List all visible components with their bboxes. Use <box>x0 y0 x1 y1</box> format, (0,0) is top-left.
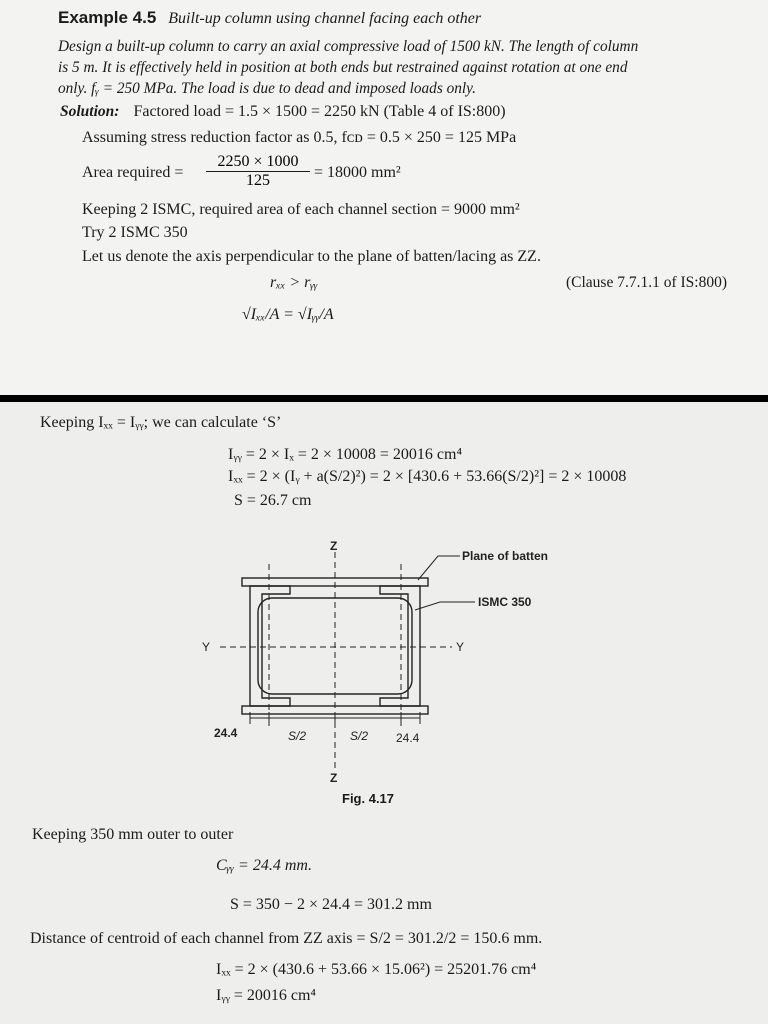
solution-label: Solution: <box>60 103 120 120</box>
s-calc-line: S = 350 − 2 × 24.4 = 301.2 mm <box>230 896 432 913</box>
sqrt-relation: √Iₓₓ/A = √Iᵧᵧ/A <box>242 306 334 323</box>
assume-line: Assuming stress reduction factor as 0.5, fᴄᴅ = 0.5 × 250 = 125 MPa <box>82 129 517 146</box>
example-heading <box>58 8 481 28</box>
right-channel <box>380 586 420 706</box>
equation-izz: Iₓₓ = 2 × (Iᵧ + a(S/2)²) = 2 × [430.6 + 53.66(S/2)²] = 2 × 10008 <box>228 468 627 485</box>
ismc-label: ISMC 350 <box>478 595 532 609</box>
textbook-page-bottom <box>0 402 768 1024</box>
figure-caption: Fig. 4.17 <box>342 791 395 806</box>
plane-of-batten-label: Plane of batten <box>462 549 549 563</box>
dim-s-half-left-label: S/2 <box>288 729 307 743</box>
dim-left-label: 24.4 <box>214 726 238 740</box>
cyy-line: Cᵧᵧ = 24.4 mm. <box>216 857 312 874</box>
distance-line: Distance of centroid of each channel from ZZ axis = S/2 = 301.2/2 = 150.6 mm. <box>30 930 543 947</box>
example-label: Example 4.5 <box>58 8 157 27</box>
z-top-label: Z <box>330 540 338 553</box>
ismc-leader <box>415 602 475 610</box>
area-denominator: 125 <box>246 172 270 189</box>
solution-text: Factored load = 1.5 × 1500 = 2250 kN (Table 4 of IS:800) <box>133 103 506 120</box>
problem-statement <box>58 36 638 99</box>
solution-line <box>60 103 506 121</box>
y-left-label: Y <box>202 640 211 654</box>
equation-s: S = 26.7 cm <box>234 492 312 509</box>
z-bottom-label: Z <box>330 771 338 785</box>
built-up-column-figure <box>190 540 590 810</box>
problem-line: is 5 m. It is effectively held in position at both ends but restrained against rotation at one end <box>58 59 628 76</box>
dim-s-half-right-label: S/2 <box>350 729 369 743</box>
area-result: = 18000 mm² <box>314 164 401 181</box>
iyy-calc-line: Iᵧᵧ = 20016 cm⁴ <box>216 987 316 1004</box>
textbook-page-top <box>0 0 768 395</box>
try-line: Try 2 ISMC 350 <box>82 224 188 241</box>
izz-calc-line: Iₓₓ = 2 × (430.6 + 53.66 × 15.06²) = 25201.76 cm⁴ <box>216 961 537 978</box>
example-title: Built-up column using channel facing each other <box>168 10 482 27</box>
keeping-calc-line: Keeping Iₓₓ = Iᵧᵧ; we can calculate ‘S’ <box>40 414 282 431</box>
area-fraction <box>206 153 310 190</box>
problem-line: Design a built-up column to carry an axial compressive load of 1500 kN. The length of column <box>58 38 639 55</box>
plane-leader <box>418 556 460 580</box>
dim-right-label: 24.4 <box>396 731 420 745</box>
keeping-line: Keeping 2 ISMC, required area of each channel section = 9000 mm² <box>82 201 520 218</box>
problem-line: only. fᵧ = 250 MPa. The load is due to dead and imposed loads only. <box>58 80 476 97</box>
area-numerator: 2250 × 1000 <box>206 153 310 172</box>
y-right-label: Y <box>456 640 465 654</box>
equation-iyy: Iᵧᵧ = 2 × Iₓ = 2 × 10008 = 20016 cm⁴ <box>228 446 463 463</box>
denote-line: Let us denote the axis perpendicular to the plane of batten/lacing as ZZ. <box>82 248 541 265</box>
keeping-outer-line: Keeping 350 mm outer to outer <box>32 826 234 843</box>
area-label: Area required = <box>82 164 184 181</box>
left-channel <box>250 586 290 706</box>
r-relation: rₓₓ > rᵧᵧ <box>270 274 318 291</box>
clause-reference: (Clause 7.7.1.1 of IS:800) <box>566 274 728 291</box>
